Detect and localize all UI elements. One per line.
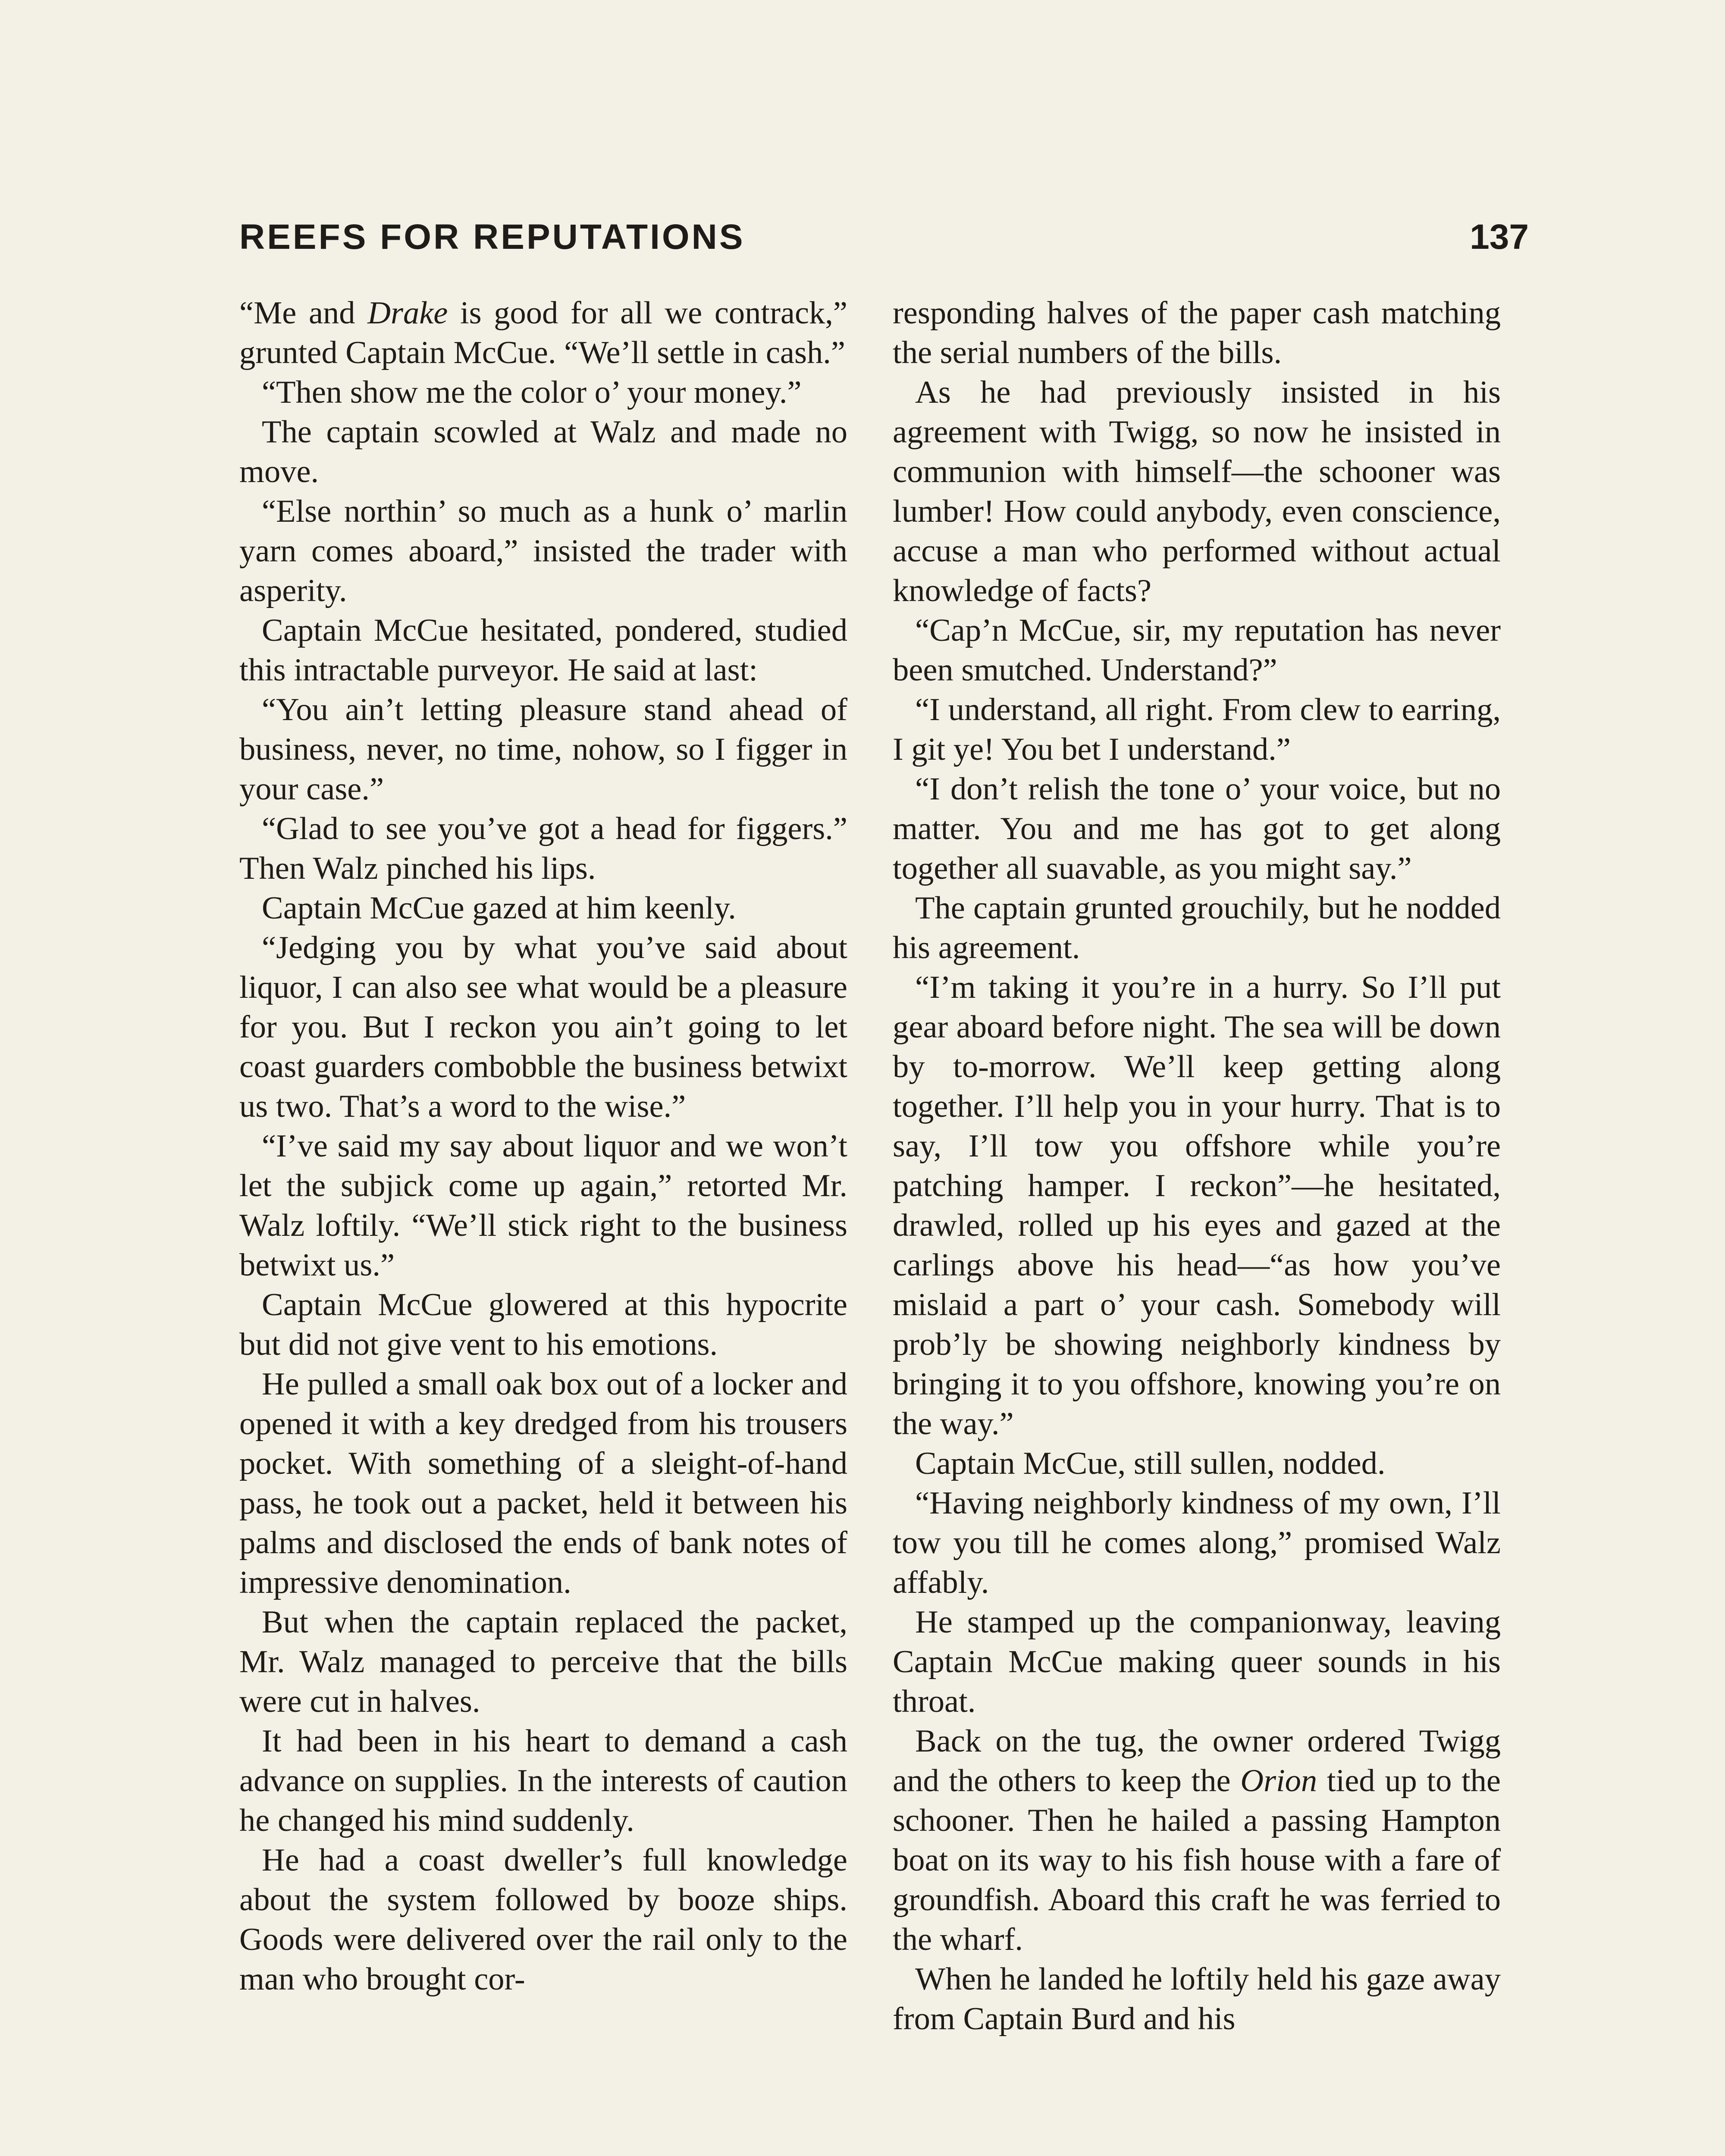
- paragraph: “I understand, all right. From clew to earring, I git ye! You bet I understand.”: [893, 692, 1501, 767]
- italic-name: Drake: [367, 295, 448, 331]
- paragraph: “Glad to see you’ve got a head for figgers.” Then Walz pinched his lips.: [239, 811, 847, 886]
- page-header: [239, 209, 1529, 265]
- paragraph: “Having neighborly kindness of my own, I’ll tow you till he comes along,” promised Walz affably.: [893, 1485, 1501, 1600]
- paragraph: “I don’t relish the tone o’ your voice, but no matter. You and me has got to get along together all suavable, as you might say.”: [893, 771, 1501, 886]
- paragraph: “I’m taking it you’re in a hurry. So I’ll put gear aboard before night. The sea will be down by to-morrow. We’ll keep getting along together. I’ll help you in your hurry. That is to say, I’ll tow you offshore while you’re patching hamper. I reckon”—he hesitated, drawled, rolled up his eyes and gazed at the carlings above his head—“as how you’ve mislaid a part o’ your cash. Somebody will prob’ly be showing neighborly kindness by bringing it to you offshore, knowing you’re on the way.”: [893, 970, 1501, 1442]
- paragraph: Back on the tug, the owner ordered Twigg and the others to keep the Orion tied up to the schooner. Then he hailed a passing Hampton boat on its way to his fish house with a fare of groundfish. Aboard this craft he was ferried to the wharf.: [893, 1724, 1501, 1957]
- paragraph: “Else northin’ so much as a hunk o’ marlin yarn comes aboard,” insisted the trader with asperity.: [239, 494, 847, 608]
- italic-name: Orion: [1240, 1763, 1317, 1799]
- paragraph: He pulled a small oak box out of a locker and opened it with a key dredged from his trousers pocket. With something of a sleight-of-hand pass, he took out a packet, held it between his palms and disclosed the ends of bank notes of impressive denomination.: [239, 1366, 847, 1600]
- paragraph: Captain McCue hesitated, pondered, studied this intractable purveyor. He said at last:: [239, 613, 847, 688]
- paragraph: Captain McCue gazed at him keenly.: [262, 890, 736, 926]
- running-head: REEFS FOR REPUTATIONS: [239, 217, 745, 257]
- paragraph: “You ain’t letting pleasure stand ahead of business, never, no time, nohow, so I figger in your case.”: [239, 692, 847, 807]
- right-column: [893, 293, 1501, 2039]
- page-number: 137: [1470, 217, 1529, 257]
- paragraph: responding halves of the paper cash matching the serial numbers of the bills.: [893, 295, 1501, 370]
- paragraph: Captain McCue glowered at this hypocrite but did not give vent to his emotions.: [239, 1287, 847, 1362]
- paragraph: But when the captain replaced the packet, Mr. Walz managed to perceive that the bills were cut in halves.: [239, 1604, 847, 1719]
- paragraph: “Jedging you by what you’ve said about liquor, I can also see what would be a pleasure for you. But I reckon you ain’t going to let coast guarders combobble the business betwixt us two. That’s a word to the wise.”: [239, 930, 847, 1124]
- left-column: [239, 293, 847, 1999]
- paragraph: “Cap’n McCue, sir, my reputation has never been smutched. Understand?”: [893, 613, 1501, 688]
- paragraph: As he had previously insisted in his agreement with Twigg, so now he insisted in communion with himself—the schooner was lumber! How could anybody, even conscience, accuse a man who performed without actual knowledge of facts?: [893, 375, 1501, 608]
- paragraph: “I’ve said my say about liquor and we won’t let the subjick come up again,” retorted Mr. Walz loftily. “We’ll stick right to the business betwixt us.”: [239, 1128, 847, 1283]
- paragraph: He stamped up the companionway, leaving Captain McCue making queer sounds in his throat.: [893, 1604, 1501, 1719]
- paragraph: The captain scowled at Walz and made no move.: [239, 414, 847, 489]
- paragraph: “Me and Drake is good for all we contrack,” grunted Captain McCue. “We’ll settle in cash.”: [239, 295, 847, 370]
- paragraph: Captain McCue, still sullen, nodded.: [915, 1446, 1386, 1481]
- paragraph: It had been in his heart to demand a cash advance on supplies. In the interests of caution he changed his mind suddenly.: [239, 1724, 847, 1838]
- paragraph: The captain grunted grouchily, but he nodded his agreement.: [893, 890, 1501, 965]
- paragraph: When he landed he loftily held his gaze away from Captain Burd and his: [893, 1962, 1501, 2037]
- paragraph: He had a coast dweller’s full knowledge about the system followed by booze ships. Goods were delivered over the rail only to the man who brought cor-: [239, 1843, 847, 1997]
- paragraph: “Then show me the color o’ your money.”: [262, 375, 802, 410]
